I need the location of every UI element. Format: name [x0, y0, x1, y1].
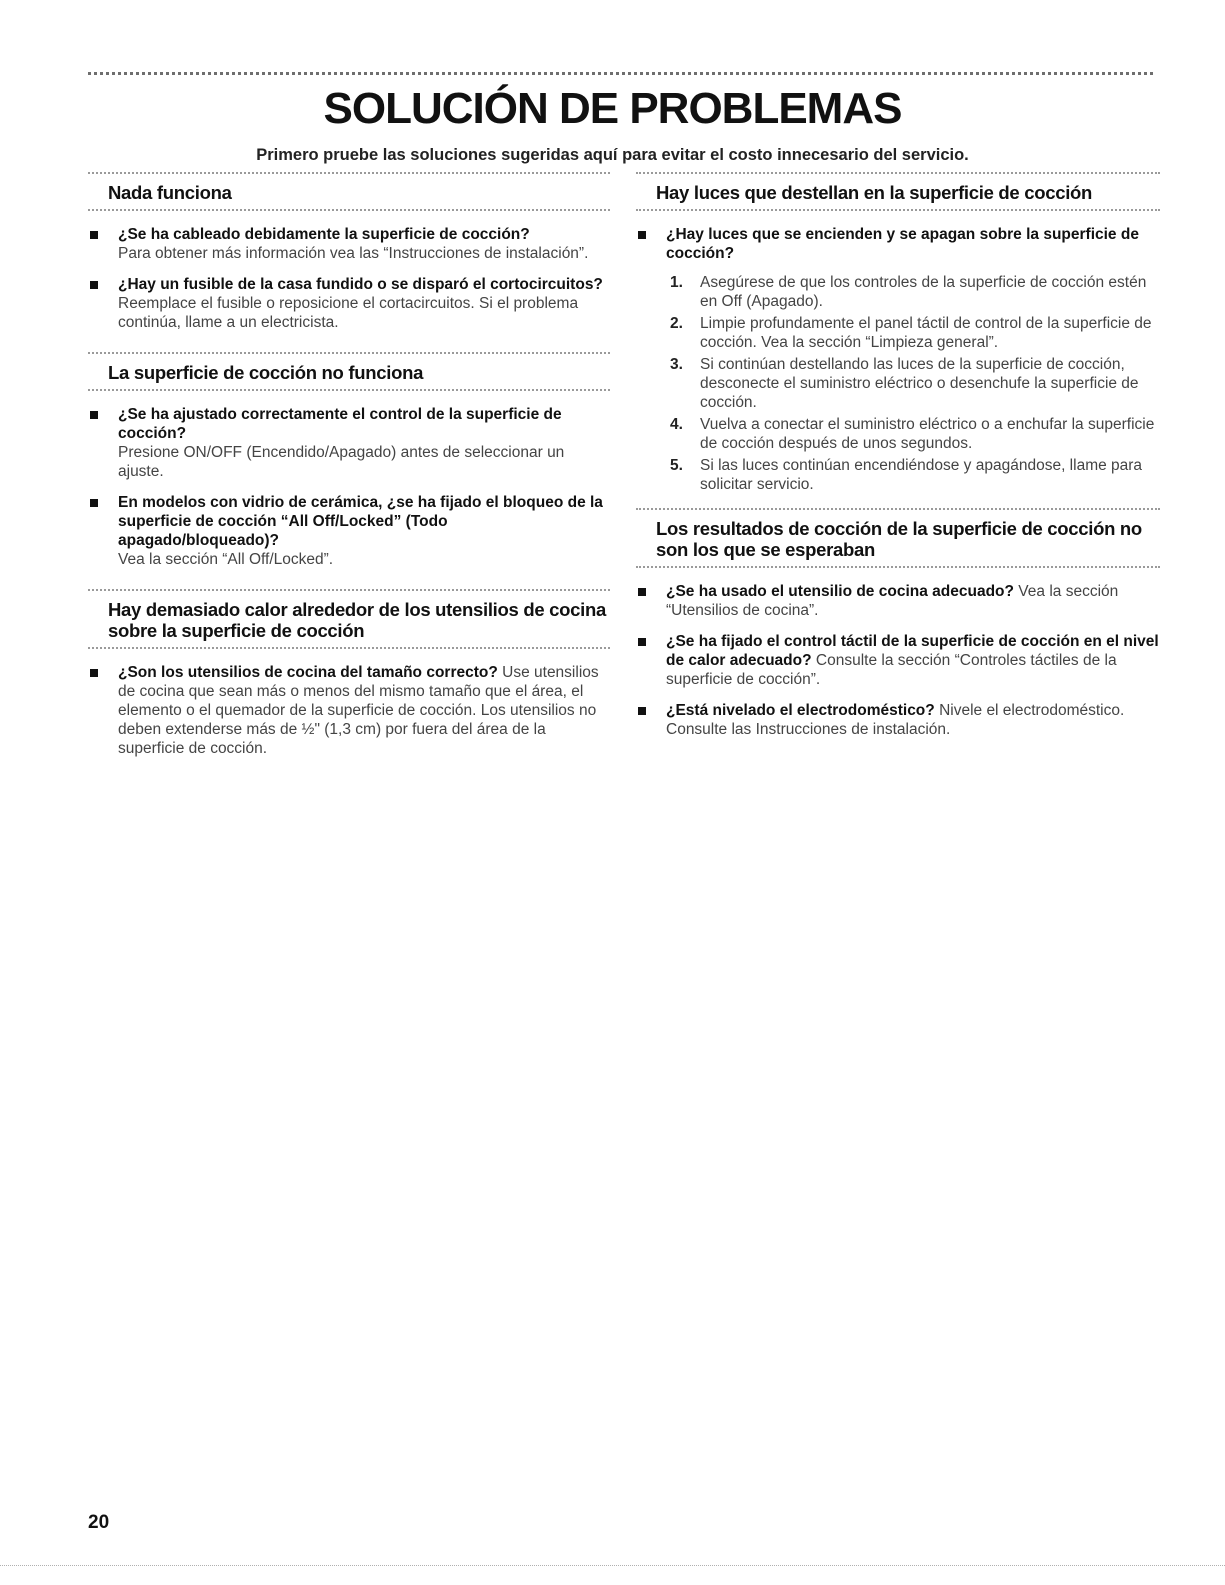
square-bullet-icon [90, 669, 98, 677]
item-answer: Use utensilios de cocina que sean más o menos del mismo tamaño que el área, el elemento o el quemador de la superficie de cocción. Los utensilios no deben extenderse más de ½" (1,3 cm) por fuera del área de la superficie de cocción. [118, 664, 599, 757]
list-item [636, 632, 1160, 689]
list-item [88, 493, 610, 569]
item-answer: Para obtener más información vea las “Instrucciones de instalación”. [118, 245, 589, 262]
section-items [636, 211, 1160, 263]
list-item [88, 663, 610, 758]
item-question: ¿Son los utensilios de cocina del tamaño correcto? [118, 664, 498, 681]
step-number: 1. [670, 274, 683, 291]
section-title-nada-funciona: Nada funciona [108, 182, 232, 203]
item-answer: Nivele el electrodoméstico. Consulte las Instrucciones de instalación. [666, 702, 1125, 738]
step-text: Si continúan destellando las luces de la superficie de cocción, desconecte el suministro eléctrico o desenchufe la superficie de cocción. [700, 356, 1139, 411]
right-column [636, 172, 1160, 751]
list-item [636, 582, 1160, 620]
item-question: En modelos con vidrio de cerámica, ¿se ha fijado el bloqueo de la superficie de cocción “All Off/Locked” (Todo apagado/bloqueado)? [118, 494, 603, 549]
page-number: 20 [88, 1512, 110, 1533]
item-answer: Presione ON/OFF (Encendido/Apagado) antes de seleccionar un ajuste. [118, 444, 565, 480]
step-number: 3. [670, 356, 683, 373]
page-subtitle: Primero pruebe las soluciones sugeridas aquí para evitar el costo innecesario del servicio. [256, 146, 969, 164]
list-item [636, 225, 1160, 263]
step-item [636, 314, 1160, 352]
item-answer: Vea la sección “Utensilios de cocina”. [666, 583, 1119, 619]
section-items [88, 391, 610, 569]
square-bullet-icon [90, 411, 98, 419]
section-title-resultados: Los resultados de cocción de la superficie de cocción no son los que se esperaban [656, 518, 1142, 560]
square-bullet-icon [90, 231, 98, 239]
step-text: Limpie profundamente el panel táctil de control de la superficie de cocción. Vea la sección “Limpieza general”. [700, 315, 1152, 351]
top-divider [88, 72, 1153, 75]
square-bullet-icon [638, 588, 646, 596]
list-item [88, 275, 610, 332]
steps-list [636, 273, 1160, 494]
square-bullet-icon [638, 707, 646, 715]
page-title: SOLUCIÓN DE PROBLEMAS [323, 84, 902, 133]
step-text: Asegúrese de que los controles de la superficie de cocción estén en Off (Apagado). [700, 274, 1147, 310]
section-items [636, 568, 1160, 739]
list-item [88, 225, 610, 263]
step-item [636, 273, 1160, 311]
list-item [636, 701, 1160, 739]
item-question: ¿Se ha fijado el control táctil de la superficie de cocción en el nivel de calor adecuado? [666, 633, 1159, 669]
item-question: ¿Hay un fusible de la casa fundido o se disparó el cortocircuitos? [118, 276, 603, 293]
list-item [88, 405, 610, 481]
step-item [636, 355, 1160, 412]
left-column [88, 172, 610, 770]
item-question: ¿Se ha cableado debidamente la superficie de cocción? [118, 226, 530, 243]
step-text: Vuelva a conectar el suministro eléctrico o a enchufar la superficie de cocción después de unos segundos. [700, 416, 1155, 452]
item-question: ¿Hay luces que se encienden y se apagan sobre la superficie de cocción? [666, 226, 1139, 262]
item-question: ¿Se ha usado el utensilio de cocina adecuado? [666, 583, 1014, 600]
item-answer: Consulte la sección “Controles táctiles de la superficie de cocción”. [666, 652, 1117, 688]
section-items [88, 649, 610, 758]
step-number: 4. [670, 416, 683, 433]
square-bullet-icon [638, 638, 646, 646]
bottom-divider [0, 1565, 1225, 1566]
step-number: 2. [670, 315, 683, 332]
section-title-demasiado-calor: Hay demasiado calor alrededor de los utensilios de cocina sobre la superficie de cocción [108, 599, 606, 641]
step-text: Si las luces continúan encendiéndose y apagándose, llame para solicitar servicio. [700, 457, 1143, 493]
item-answer: Vea la sección “All Off/Locked”. [118, 551, 334, 568]
step-number: 5. [670, 457, 683, 474]
section-title-no-funciona: La superficie de cocción no funciona [108, 362, 424, 383]
square-bullet-icon [638, 231, 646, 239]
item-question: ¿Se ha ajustado correctamente el control de la superficie de cocción? [118, 406, 562, 442]
square-bullet-icon [90, 499, 98, 507]
item-question: ¿Está nivelado el electrodoméstico? [666, 702, 935, 719]
section-title-luces-destellan: Hay luces que destellan en la superficie de cocción [656, 182, 1093, 203]
step-item [636, 456, 1160, 494]
square-bullet-icon [90, 281, 98, 289]
section-items [88, 211, 610, 332]
step-item [636, 415, 1160, 453]
item-answer: Reemplace el fusible o reposicione el cortacircuitos. Si el problema continúa, llame a un electricista. [118, 295, 579, 331]
